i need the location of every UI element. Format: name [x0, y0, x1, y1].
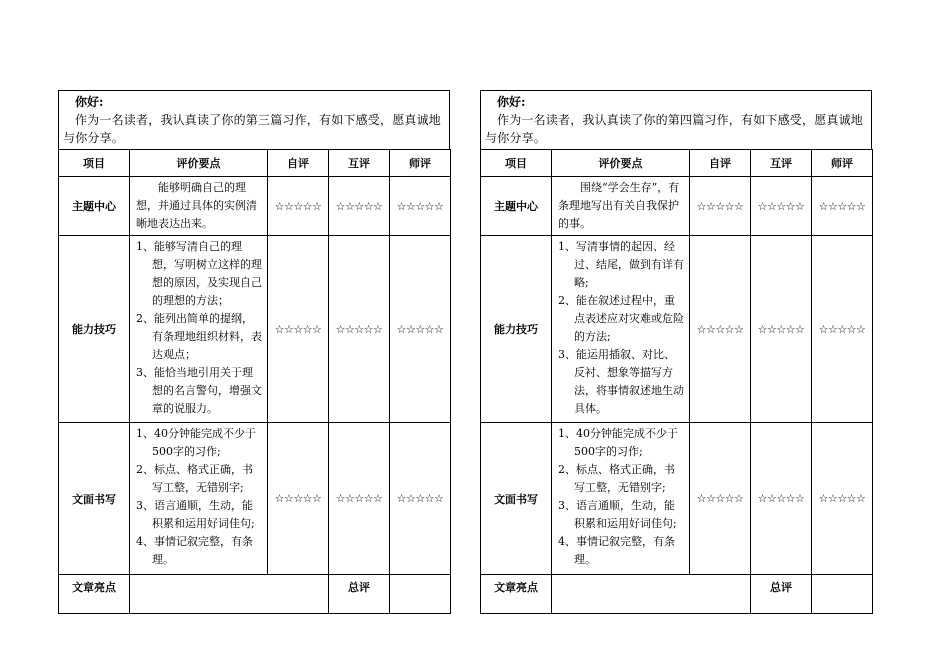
point-item: 3、语言通顺，生动，能积累和运用好词佳句; — [558, 499, 677, 530]
teacher-rating-stars[interactable]: ☆☆☆☆☆ — [390, 177, 451, 236]
table-row-skill — [481, 236, 873, 423]
peer-rating-stars[interactable]: ☆☆☆☆☆ — [751, 236, 812, 423]
point-item: 3、能恰当地引用关于理想的名言警句，增强文章的说服力。 — [136, 366, 262, 415]
header-teacher-eval: 师评 — [812, 150, 873, 177]
peer-rating-stars[interactable]: ☆☆☆☆☆ — [329, 236, 390, 423]
teacher-rating-stars[interactable]: ☆☆☆☆☆ — [812, 177, 873, 236]
point-item: 2、标点、格式正确，书写工整，无错别字; — [558, 463, 675, 494]
highlights-field[interactable] — [552, 575, 751, 614]
point-item: 3、语言通顺，生动，能积累和运用好词佳句; — [136, 499, 255, 530]
highlights-label: 文章亮点 — [59, 575, 130, 614]
header-row — [59, 150, 451, 177]
table-row-highlights — [481, 575, 873, 614]
evaluation-form-right — [480, 90, 872, 614]
greeting-title: 你好: — [75, 95, 104, 109]
table-row-writing — [59, 423, 451, 575]
row-label: 能力技巧 — [59, 236, 130, 423]
evaluation-points — [130, 236, 268, 423]
teacher-rating-stars[interactable]: ☆☆☆☆☆ — [812, 236, 873, 423]
row-label: 能力技巧 — [481, 236, 552, 423]
peer-rating-stars[interactable]: ☆☆☆☆☆ — [751, 177, 812, 236]
highlights-field[interactable] — [130, 575, 329, 614]
point-item: 3、能运用插叙、对比、反衬、想象等描写方法，将事情叙述地生动具体。 — [558, 348, 684, 415]
peer-rating-stars[interactable]: ☆☆☆☆☆ — [329, 177, 390, 236]
point-item: 1、40分钟能完成不少于500字的习作; — [558, 427, 678, 458]
point-item: 1、能够写清自己的理想，写明树立这样的理想的原因，及实现自己的理想的方法； — [136, 240, 262, 307]
greeting-box — [480, 90, 872, 149]
header-self-eval: 自评 — [690, 150, 751, 177]
header-self-eval: 自评 — [268, 150, 329, 177]
highlights-label: 文章亮点 — [481, 575, 552, 614]
header-peer-eval: 互评 — [329, 150, 390, 177]
intro-text: 能够明确自己的理想，并通过具体的实例清晰地表达出来。 — [136, 181, 257, 230]
header-teacher-eval: 师评 — [390, 150, 451, 177]
point-item: 4、事情记叙完整，有条理。 — [136, 535, 253, 566]
point-item: 4、事情记叙完整，有条理。 — [558, 535, 675, 566]
self-rating-stars[interactable]: ☆☆☆☆☆ — [268, 177, 329, 236]
evaluation-points — [130, 177, 268, 236]
greeting-body: 作为一名读者，我认真读了你的第四篇习作，有如下感受，愿真诚地与你分享。 — [485, 113, 864, 145]
self-rating-stars[interactable]: ☆☆☆☆☆ — [268, 236, 329, 423]
header-row — [481, 150, 873, 177]
point-item: 1、写清事情的起因、经过、结尾，做到有详有略; — [558, 240, 684, 289]
overall-field[interactable] — [812, 575, 873, 614]
evaluation-table — [58, 149, 451, 614]
header-item: 项目 — [59, 150, 130, 177]
peer-rating-stars[interactable]: ☆☆☆☆☆ — [329, 423, 390, 575]
evaluation-points — [130, 423, 268, 575]
greeting-box — [58, 90, 450, 149]
self-rating-stars[interactable]: ☆☆☆☆☆ — [690, 423, 751, 575]
table-row-highlights — [59, 575, 451, 614]
evaluation-form-left — [58, 90, 450, 614]
header-points: 评价要点 — [552, 150, 690, 177]
header-item: 项目 — [481, 150, 552, 177]
point-item: 2、能在叙述过程中，重点表述应对灾难或危险的方法; — [558, 294, 684, 343]
point-item: 1、40分钟能完成不少于500字的习作; — [136, 427, 256, 458]
point-item: 2、标点、格式正确，书写工整，无错别字; — [136, 463, 253, 494]
evaluation-points — [552, 177, 690, 236]
self-rating-stars[interactable]: ☆☆☆☆☆ — [690, 177, 751, 236]
self-rating-stars[interactable]: ☆☆☆☆☆ — [690, 236, 751, 423]
overall-label: 总评 — [329, 575, 390, 614]
teacher-rating-stars[interactable]: ☆☆☆☆☆ — [812, 423, 873, 575]
table-row-skill — [59, 236, 451, 423]
row-label: 文面书写 — [481, 423, 552, 575]
intro-text: 围绕“学会生存”，有条理地写出有关自我保护的事。 — [558, 181, 680, 230]
point-item: 2、能列出简单的提纲，有条理地组织材料，表达观点； — [136, 312, 262, 361]
greeting-title: 你好: — [497, 95, 526, 109]
greeting-body: 作为一名读者，我认真读了你的第三篇习作，有如下感受，愿真诚地与你分享。 — [63, 113, 442, 145]
table-row-theme — [481, 177, 873, 236]
teacher-rating-stars[interactable]: ☆☆☆☆☆ — [390, 236, 451, 423]
evaluation-points — [552, 423, 690, 575]
self-rating-stars[interactable]: ☆☆☆☆☆ — [268, 423, 329, 575]
overall-field[interactable] — [390, 575, 451, 614]
header-peer-eval: 互评 — [751, 150, 812, 177]
table-row-writing — [481, 423, 873, 575]
row-label: 主题中心 — [481, 177, 552, 236]
overall-label: 总评 — [751, 575, 812, 614]
row-label: 文面书写 — [59, 423, 130, 575]
row-label: 主题中心 — [59, 177, 130, 236]
table-row-theme — [59, 177, 451, 236]
teacher-rating-stars[interactable]: ☆☆☆☆☆ — [390, 423, 451, 575]
evaluation-points — [552, 236, 690, 423]
evaluation-table — [480, 149, 873, 614]
peer-rating-stars[interactable]: ☆☆☆☆☆ — [751, 423, 812, 575]
header-points: 评价要点 — [130, 150, 268, 177]
